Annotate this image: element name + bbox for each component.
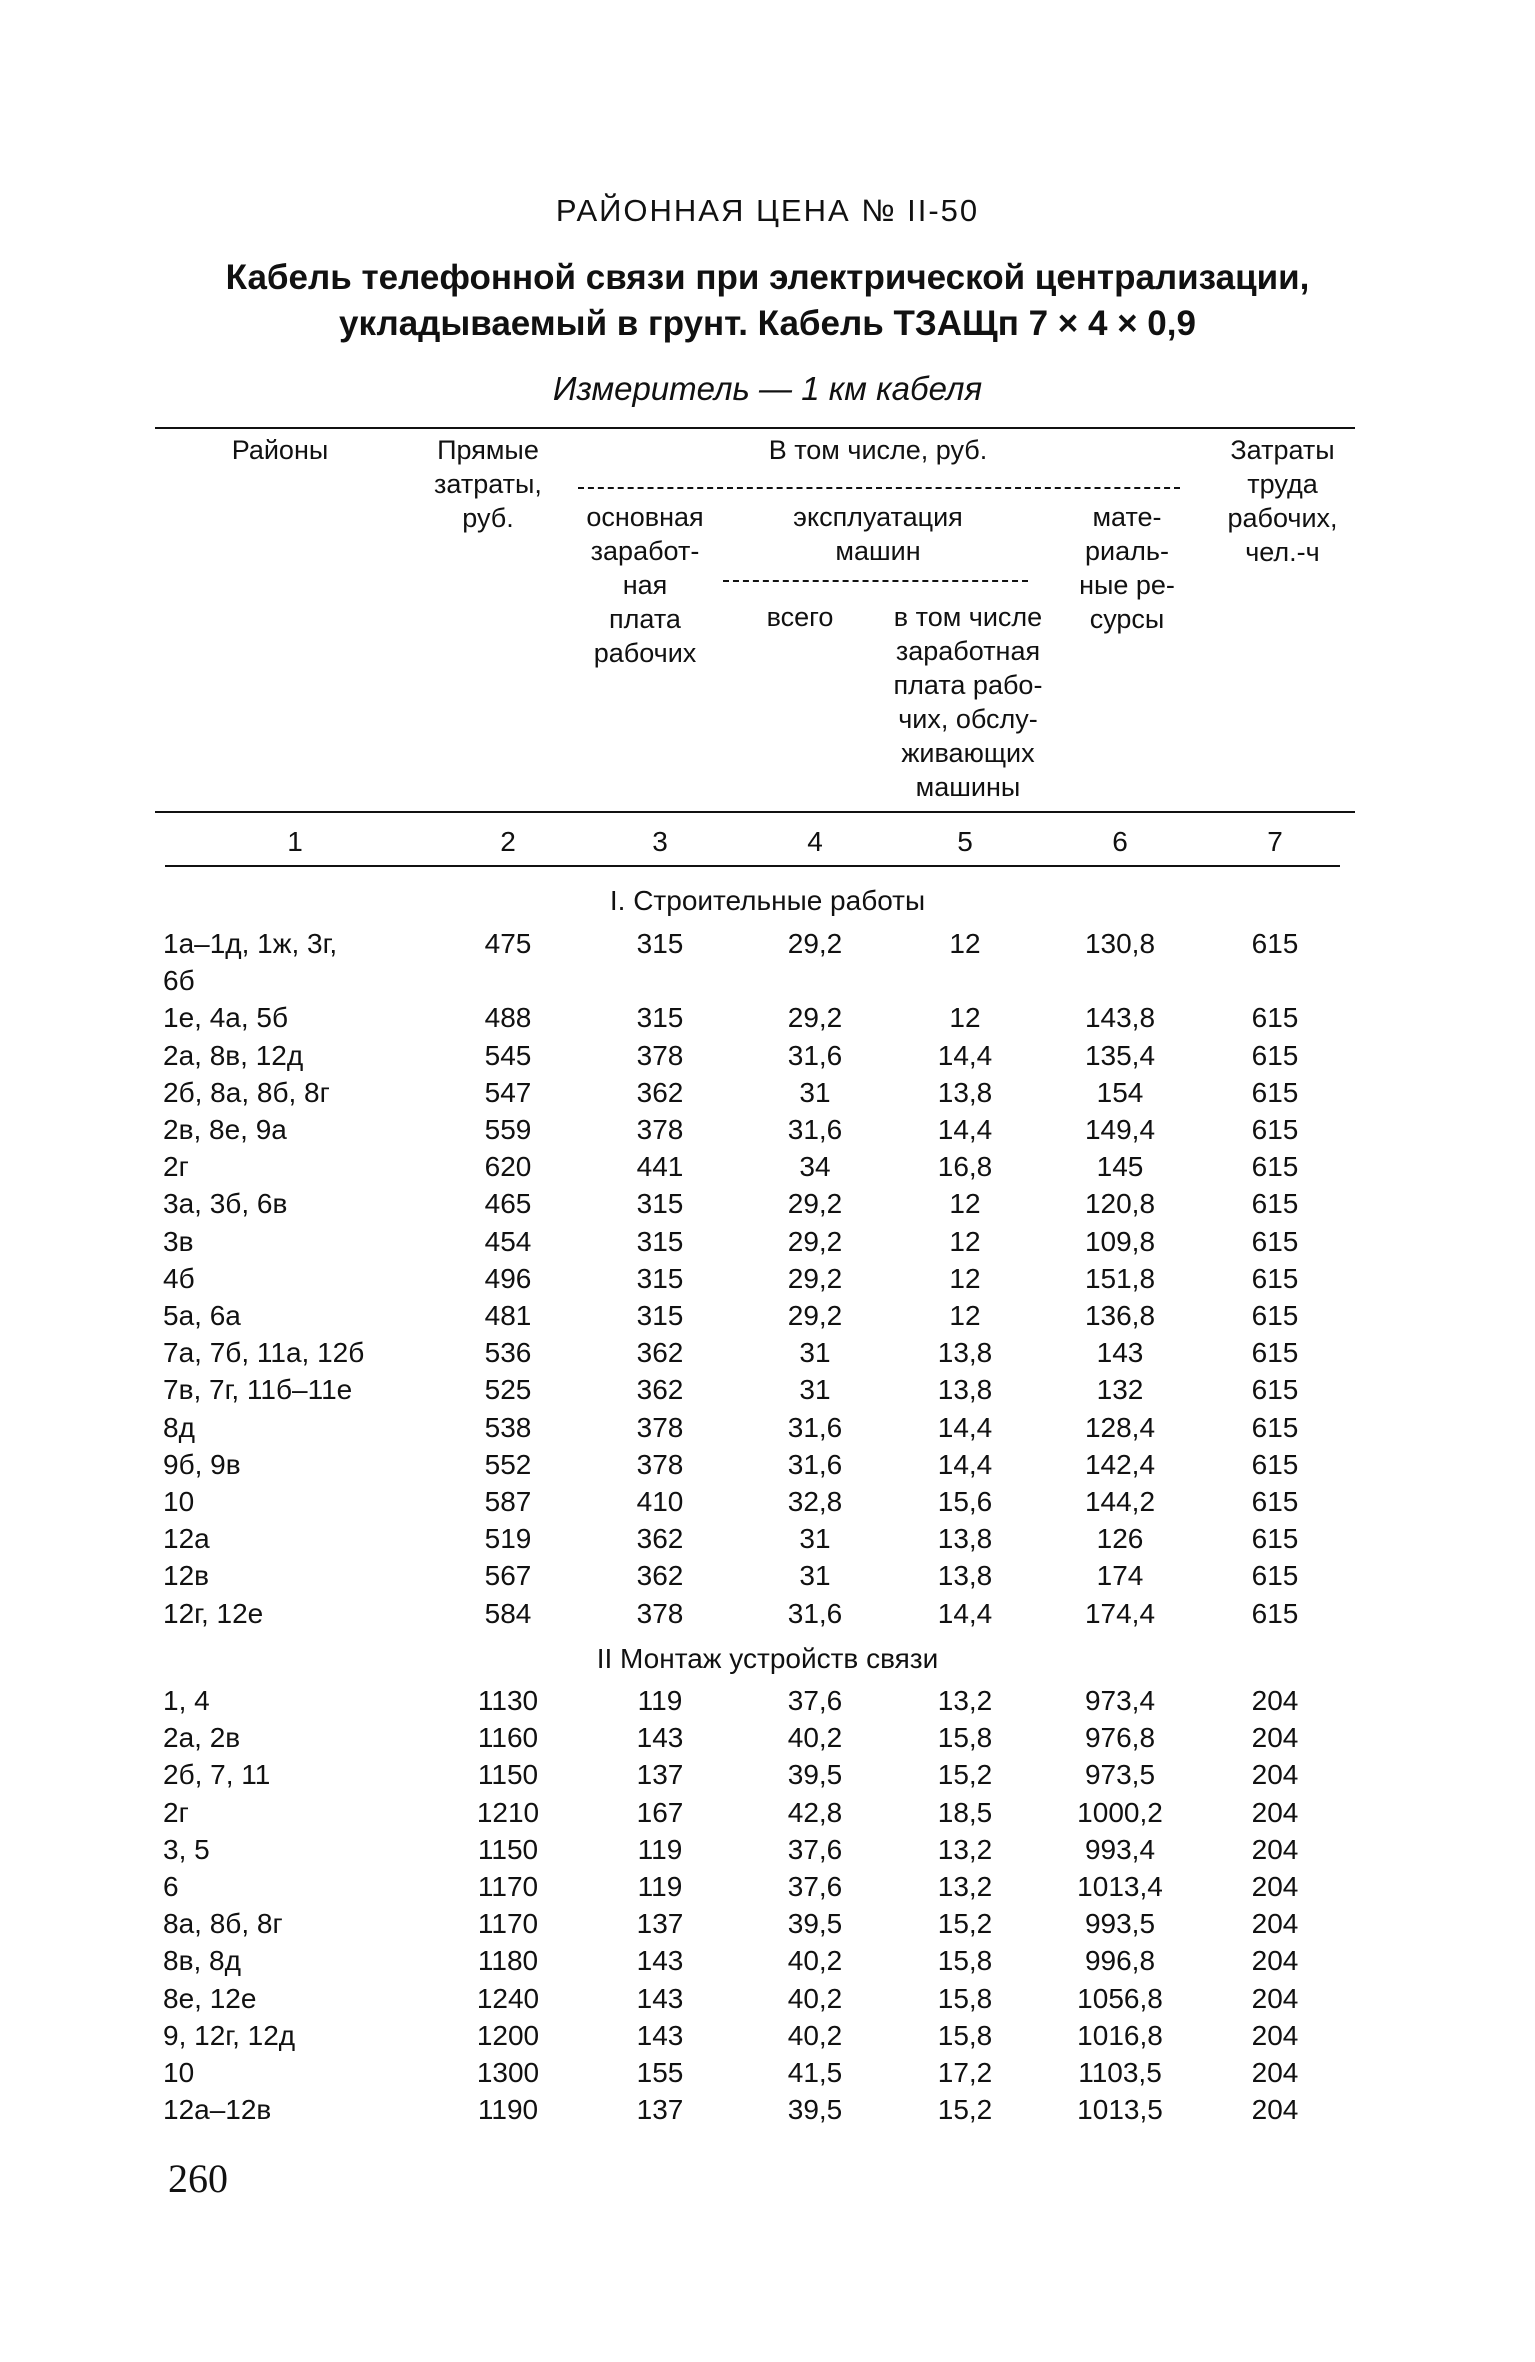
section-title-construction: I. Строительные работы [609,885,926,916]
value-cell: 973,4 [1084,1685,1156,1716]
value-cell: 37,6 [787,1833,843,1865]
value-cell: 993,4 [1084,1833,1156,1865]
value-cell: 204 [1251,1796,1299,1828]
value-cell: 315 [636,1225,684,1257]
value-cell: 40,2 [787,1982,843,2014]
value-cell: 315 [636,1262,684,1294]
value-cell: 496 [484,1262,532,1294]
value-cell: 41,5 [787,2057,843,2088]
value-cell: 31,6 [787,1448,843,1480]
header-machines: эксплуатация машин [793,502,963,566]
region-cell: 7а, 7б, 11а, 12б [163,1337,365,1369]
value-cell: 615 [1251,1300,1299,1331]
region-cell: 12а–12в [163,2094,272,2126]
value-cell: 137 [636,2094,684,2126]
value-cell: 143,8 [1084,1002,1156,1034]
value-cell: 976,8 [1084,1722,1156,1754]
value-cell: 1013,5 [1077,2094,1163,2126]
header-including: В том числе, руб. [768,435,988,465]
region-cell: 2г [163,1151,189,1183]
value-cell: 620 [484,1151,532,1183]
value-cell: 362 [636,1560,684,1592]
table-row [0,1449,1535,1486]
value-cell: 475 [484,928,532,959]
value-cell: 441 [636,1151,684,1183]
value-cell: 993,5 [1084,1908,1156,1940]
value-cell: 378 [636,1411,684,1443]
value-cell: 130,8 [1084,928,1156,959]
value-cell: 1016,8 [1077,2019,1163,2051]
value-cell: 615 [1251,1002,1299,1034]
value-cell: 40,2 [787,1945,843,1977]
value-cell: 615 [1251,928,1299,959]
table-row [0,1908,1535,1945]
value-cell: 465 [484,1188,532,1220]
value-cell: 410 [636,1486,684,1517]
value-cell: 13,8 [937,1523,993,1555]
value-cell: 136,8 [1084,1300,1156,1331]
value-cell: 615 [1251,1374,1299,1406]
value-cell: 143 [636,1722,684,1754]
value-cell: 18,5 [937,1796,993,1828]
value-cell: 378 [636,1448,684,1480]
table-row [0,1797,1535,1834]
including-rule [578,487,1180,489]
value-cell: 39,5 [787,2094,843,2126]
value-cell: 119 [637,1871,683,1902]
column-number: 5 [957,826,973,857]
value-cell: 39,5 [787,1759,843,1791]
value-cell: 454 [484,1225,532,1257]
value-cell: 32,8 [787,1486,843,1517]
column-number: 7 [1267,826,1283,857]
value-cell: 204 [1251,1833,1299,1865]
value-cell: 14,4 [937,1597,993,1629]
value-cell: 615 [1251,1076,1299,1108]
value-cell: 137 [636,1759,684,1791]
value-cell: 14,4 [937,1448,993,1480]
value-cell: 204 [1251,2019,1299,2051]
value-cell: 31,6 [787,1411,843,1443]
region-cell: 12в [163,1560,210,1592]
value-cell: 37,6 [787,1685,843,1716]
value-cell: 151,8 [1084,1262,1156,1294]
table-row [0,1722,1535,1759]
value-cell: 615 [1251,1114,1299,1145]
column-number: 3 [652,826,668,857]
value-cell: 204 [1251,1685,1299,1716]
value-cell: 14,4 [937,1411,993,1443]
value-cell: 973,5 [1084,1759,1156,1791]
table-top-rule [155,427,1355,429]
value-cell: 174,4 [1084,1597,1156,1629]
value-cell: 615 [1251,1448,1299,1480]
value-cell: 142,4 [1084,1448,1156,1480]
value-cell: 12 [949,1300,981,1331]
region-cell: 4б [163,1262,195,1294]
header-total: всего [766,602,834,632]
price-title: РАЙОННАЯ ЦЕНА № II-50 [555,193,980,228]
value-cell: 154 [1096,1076,1144,1108]
value-cell: 31,6 [787,1114,843,1145]
region-cell: 8е, 12е [163,1982,257,2014]
value-cell: 1150 [477,1833,539,1865]
value-cell: 14,4 [937,1039,993,1071]
value-cell: 315 [636,1300,684,1331]
value-cell: 615 [1251,1262,1299,1294]
value-cell: 29,2 [787,1225,843,1257]
table-row [0,1151,1535,1188]
value-cell: 15,2 [937,2094,993,2126]
value-cell: 378 [636,1114,684,1145]
value-cell: 12 [949,1262,981,1294]
column-number: 2 [500,826,516,857]
value-cell: 378 [636,1039,684,1071]
region-cell: 2г [163,1796,189,1828]
value-cell: 149,4 [1084,1114,1156,1145]
value-cell: 567 [484,1560,532,1592]
value-cell: 362 [636,1374,684,1406]
header-bottom-rule [155,811,1355,813]
value-cell: 12 [949,928,981,959]
table-row [0,1598,1535,1635]
table-row [0,1263,1535,1300]
value-cell: 40,2 [787,1722,843,1754]
value-cell: 204 [1251,2094,1299,2126]
value-cell: 119 [637,1833,683,1865]
colnum-bottom-rule [165,865,1340,867]
column-number: 6 [1112,826,1128,857]
table-row [0,1945,1535,1982]
value-cell: 615 [1251,1523,1299,1555]
table-row [0,1226,1535,1263]
machines-rule [723,580,1028,582]
value-cell: 615 [1251,1411,1299,1443]
value-cell: 378 [636,1597,684,1629]
region-cell: 9, 12г, 12д [163,2019,296,2051]
value-cell: 143 [1096,1337,1144,1369]
value-cell: 1200 [476,2019,540,2051]
value-cell: 31 [799,1076,831,1108]
value-cell: 145 [1096,1151,1144,1183]
value-cell: 42,8 [787,1796,843,1828]
region-cell: 10 [163,1486,195,1517]
value-cell: 13,8 [937,1337,993,1369]
value-cell: 204 [1251,1871,1299,1902]
value-cell: 143 [636,2019,684,2051]
value-cell: 204 [1251,1945,1299,1977]
table-row [0,2094,1535,2131]
value-cell: 1210 [476,1796,540,1828]
table-row [0,965,1535,1002]
value-cell: 12 [949,1225,981,1257]
value-cell: 1190 [477,2094,539,2126]
value-cell: 1170 [477,1908,539,1940]
table-row [0,1114,1535,1151]
region-cell: 12а [163,1523,210,1555]
value-cell: 204 [1251,2057,1299,2088]
value-cell: 615 [1251,1151,1299,1183]
region-cell: 5а, 6а [163,1300,241,1331]
table-row [0,1002,1535,1039]
subtitle-line-1: Кабель телефонной связи при электрической централизации, [225,258,1310,297]
table-row [0,1871,1535,1908]
value-cell: 15,8 [937,1982,993,2014]
value-cell: 204 [1251,1759,1299,1791]
value-cell: 13,8 [937,1374,993,1406]
value-cell: 615 [1251,1188,1299,1220]
value-cell: 1013,4 [1077,1871,1163,1902]
value-cell: 204 [1251,1982,1299,2014]
region-cell: 8а, 8б, 8г [163,1908,283,1940]
value-cell: 615 [1251,1225,1299,1257]
value-cell: 519 [484,1523,532,1555]
measure-unit: Измеритель — 1 км кабеля [552,370,983,407]
value-cell: 362 [636,1337,684,1369]
value-cell: 34 [799,1151,831,1183]
value-cell: 29,2 [787,928,843,959]
value-cell: 29,2 [787,1262,843,1294]
value-cell: 1160 [477,1722,539,1754]
value-cell: 14,4 [937,1114,993,1145]
value-cell: 109,8 [1084,1225,1156,1257]
value-cell: 15,2 [937,1759,993,1791]
value-cell: 31 [799,1337,831,1369]
table-row [0,1486,1535,1523]
value-cell: 15,2 [937,1908,993,1940]
value-cell: 1170 [477,1871,539,1902]
value-cell: 1000,2 [1077,1796,1163,1828]
table-row [0,1374,1535,1411]
value-cell: 29,2 [787,1188,843,1220]
value-cell: 31 [799,1560,831,1592]
value-cell: 1150 [477,1759,539,1791]
value-cell: 547 [484,1076,532,1108]
value-cell: 31 [799,1523,831,1555]
value-cell: 315 [636,928,684,959]
value-cell: 525 [484,1374,532,1406]
header-regions: Районы [231,435,329,465]
page-number: 260 [168,2156,228,2201]
table-row [0,1523,1535,1560]
region-cell: 7в, 7г, 11б–11е [163,1374,353,1406]
value-cell: 204 [1251,1908,1299,1940]
region-cell: 2б, 8а, 8б, 8г [163,1076,330,1108]
value-cell: 1240 [476,1982,540,2014]
header-base-salary: основная заработ- ная плата рабочих [586,502,704,668]
region-cell: 8в, 8д [163,1945,241,1977]
value-cell: 12 [949,1188,981,1220]
region-cell: 10 [163,2057,195,2088]
value-cell: 13,2 [937,1871,993,1902]
table-row [0,2057,1535,2094]
value-cell: 12 [949,1002,981,1034]
value-cell: 15,8 [937,1945,993,1977]
value-cell: 155 [636,2057,684,2088]
region-cell: 3а, 3б, 6в [163,1188,288,1220]
value-cell: 16,8 [937,1151,993,1183]
value-cell: 120,8 [1084,1188,1156,1220]
value-cell: 536 [484,1337,532,1369]
value-cell: 128,4 [1084,1411,1156,1443]
header-materials: мате- риаль- ные ре- сурсы [1079,502,1175,634]
value-cell: 545 [484,1039,532,1071]
value-cell: 996,8 [1084,1945,1156,1977]
value-cell: 15,8 [937,2019,993,2051]
value-cell: 39,5 [787,1908,843,1940]
value-cell: 1103,5 [1078,2057,1162,2088]
value-cell: 1130 [477,1685,539,1716]
region-cell: 9б, 9в [163,1448,241,1480]
value-cell: 587 [484,1486,532,1517]
value-cell: 315 [636,1188,684,1220]
value-cell: 37,6 [787,1871,843,1902]
value-cell: 31,6 [787,1597,843,1629]
header-incl-salary: в том числе заработная плата рабо- чих, обслу- живающих машины [893,602,1043,802]
region-cell: 1, 4 [163,1685,210,1716]
header-labor: Затраты труда рабочих, чел.-ч [1227,435,1338,567]
value-cell: 31 [799,1374,831,1406]
header-direct-costs: Прямые затраты, руб. [434,435,542,533]
region-cell: 2а, 8в, 12д [163,1039,304,1071]
value-cell: 615 [1251,1337,1299,1369]
region-cell: 3, 5 [163,1833,210,1865]
value-cell: 143 [636,1982,684,2014]
value-cell: 31,6 [787,1039,843,1071]
section-title-installation: II Монтаж устройств связи [596,1643,939,1674]
region-cell: 1а–1д, 1ж, 3г, [163,928,338,959]
table-row [0,1560,1535,1597]
table-row [0,1188,1535,1225]
table-row [0,1077,1535,1114]
value-cell: 13,8 [937,1560,993,1592]
region-cell: 8д [163,1411,195,1443]
value-cell: 135,4 [1084,1039,1156,1071]
value-cell: 143 [636,1945,684,1977]
value-cell: 126 [1096,1523,1144,1555]
value-cell: 315 [636,1002,684,1034]
value-cell: 1056,8 [1077,1982,1163,2014]
value-cell: 559 [484,1114,532,1145]
table-row [0,1834,1535,1871]
region-cell: 1е, 4а, 5б [163,1002,289,1034]
value-cell: 552 [484,1448,532,1480]
value-cell: 13,2 [937,1685,993,1716]
region-cell: 2а, 2в [163,1722,241,1754]
value-cell: 615 [1251,1486,1299,1517]
value-cell: 15,8 [937,1722,993,1754]
region-cell: 2в, 8е, 9а [163,1114,287,1145]
value-cell: 119 [637,1685,683,1716]
table-row [0,928,1535,965]
column-number: 4 [807,826,823,857]
value-cell: 204 [1251,1722,1299,1754]
value-cell: 488 [484,1002,532,1034]
value-cell: 615 [1251,1039,1299,1071]
region-cell: 6 [163,1871,179,1902]
subtitle-line-2: укладываемый в грунт. Кабель ТЗАЩп 7 × 4 × 0,9 [339,304,1196,343]
value-cell: 144,2 [1084,1486,1156,1517]
table-row [0,1300,1535,1337]
table-row [0,1412,1535,1449]
value-cell: 29,2 [787,1300,843,1331]
value-cell: 481 [484,1300,532,1331]
value-cell: 167 [636,1796,684,1828]
value-cell: 17,2 [937,2057,993,2088]
value-cell: 362 [636,1076,684,1108]
value-cell: 615 [1251,1597,1299,1629]
value-cell: 13,8 [937,1076,993,1108]
table-row [0,1685,1535,1722]
value-cell: 615 [1251,1560,1299,1592]
region-cell: 3в [163,1225,194,1257]
value-cell: 538 [484,1411,532,1443]
table-row [0,1337,1535,1374]
value-cell: 1180 [477,1945,539,1977]
region-cell: 2б, 7, 11 [163,1759,271,1791]
value-cell: 137 [636,1908,684,1940]
value-cell: 40,2 [787,2019,843,2051]
table-row [0,1759,1535,1796]
column-number: 1 [287,826,303,857]
value-cell: 1300 [476,2057,540,2088]
value-cell: 584 [484,1597,532,1629]
region-cell: 12г, 12е [163,1597,264,1629]
value-cell: 15,6 [937,1486,993,1517]
value-cell: 29,2 [787,1002,843,1034]
value-cell: 174 [1096,1560,1144,1592]
value-cell: 132 [1096,1374,1144,1406]
table-row [0,2020,1535,2057]
region-cell: 6б [163,965,195,997]
value-cell: 13,2 [937,1833,993,1865]
table-row [0,1983,1535,2020]
value-cell: 362 [636,1523,684,1555]
table-row [0,1040,1535,1077]
